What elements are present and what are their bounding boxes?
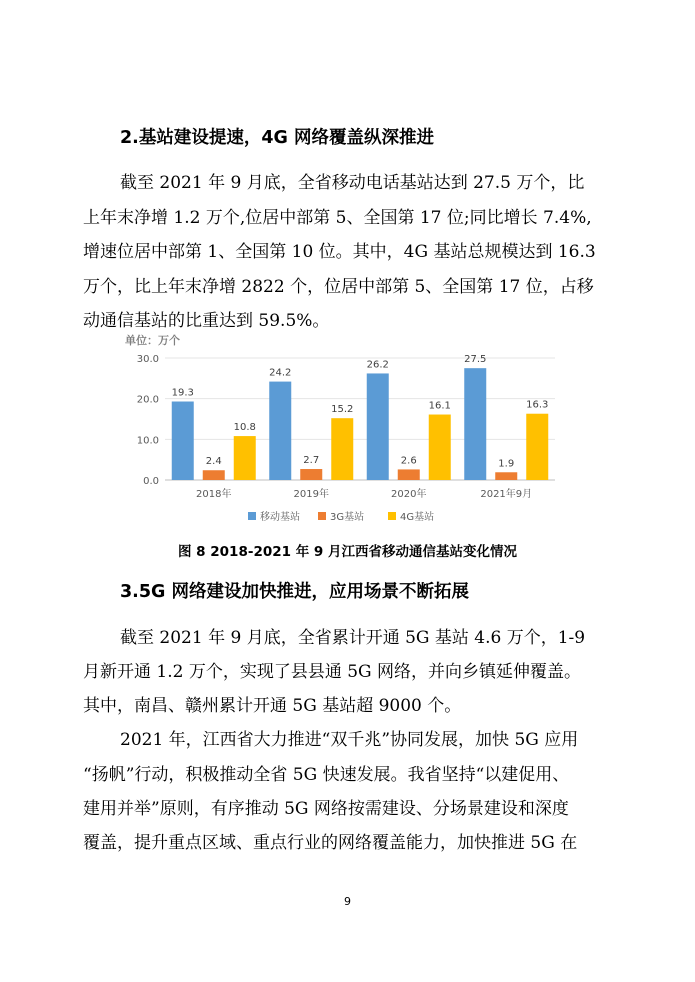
paragraph-line: 建用并举”原则，有序推动 5G 网络按需建设、分场景建设和深度 — [83, 799, 569, 819]
bar — [495, 472, 517, 480]
bar — [269, 382, 291, 480]
data-label: 2.7 — [303, 455, 320, 467]
x-tick-label: 2018年 — [196, 489, 232, 500]
bar — [203, 470, 225, 480]
x-tick-label: 2020年 — [391, 489, 427, 500]
data-label: 16.3 — [526, 399, 549, 411]
data-label: 19.3 — [171, 387, 194, 399]
data-label: 24.2 — [269, 367, 292, 379]
figure-caption: 图 8 2018-2021 年 9 月江西省移动通信基站变化情况 — [177, 544, 518, 560]
paragraph-line: “扬帆”行动，积极推动全省 5G 快速发展。我省坚持“以建促用、 — [83, 765, 570, 785]
y-tick-label: 20.0 — [136, 394, 159, 406]
data-label: 2.4 — [205, 456, 222, 468]
bar — [398, 469, 420, 480]
x-tick-label: 2019年 — [293, 489, 329, 500]
chart-unit-label: 单位：万个 — [125, 334, 180, 347]
paragraph-line: 月新开通 1.2 万个，实现了县县通 5G 网络，并向乡镇延伸覆盖。 — [83, 662, 582, 682]
bar — [429, 415, 451, 480]
paragraph-line: 其中，南昌、赣州累计开通 5G 基站超 9000 个。 — [83, 696, 462, 716]
paragraph-line: 截至 2021 年 9 月底，全省移动电话基站达到 27.5 万个，比 — [120, 173, 585, 193]
paragraph-line: 覆盖，提升重点区域、重点行业的网络覆盖能力，加快推进 5G 在 — [83, 833, 578, 853]
paragraph-line: 动通信基站的比重达到 59.5%。 — [83, 311, 330, 331]
legend-label: 4G基站 — [400, 512, 435, 523]
bar — [367, 373, 389, 480]
data-label: 10.8 — [233, 422, 256, 434]
bar — [464, 368, 486, 480]
data-label: 15.2 — [331, 404, 354, 416]
data-label: 1.9 — [498, 458, 515, 470]
bar — [172, 402, 194, 480]
data-label: 27.5 — [464, 354, 487, 366]
y-tick-label: 0.0 — [143, 476, 159, 487]
legend-swatch — [388, 512, 396, 520]
bar — [234, 436, 256, 480]
section-3-heading: 3.5G 网络建设加快推进，应用场景不断拓展 — [120, 582, 469, 602]
data-label: 2.6 — [400, 455, 417, 467]
y-tick-label: 30.0 — [136, 354, 159, 365]
page-number: 9 — [344, 895, 351, 908]
y-tick-label: 10.0 — [136, 435, 159, 447]
paragraph-line: 截至 2021 年 9 月底，全省累计开通 5G 基站 4.6 万个，1-9 — [120, 628, 586, 648]
paragraph-line: 增速位居中部第 1、全国第 10 位。其中，4G 基站总规模达到 16.3 — [83, 242, 596, 262]
base-station-bar-chart — [120, 330, 570, 530]
data-label: 16.1 — [428, 400, 451, 412]
legend-swatch — [318, 512, 326, 520]
bar — [300, 469, 322, 480]
section-2-heading: 2.基站建设提速，4G 网络覆盖纵深推进 — [120, 128, 434, 148]
paragraph-line: 2021 年，江西省大力推进“双千兆”协同发展，加快 5G 应用 — [120, 730, 579, 750]
data-label: 26.2 — [366, 359, 389, 371]
legend-label: 3G基站 — [330, 512, 365, 523]
legend-swatch — [248, 512, 256, 520]
paragraph-line: 万个，比上年末净增 2822 个，位居中部第 5、全国第 17 位，占移 — [83, 277, 594, 297]
paragraph-line: 上年末净增 1.2 万个,位居中部第 5、全国第 17 位;同比增长 7.4%, — [83, 208, 592, 228]
x-tick-label: 2021年9月 — [480, 489, 533, 500]
bar — [331, 418, 353, 480]
bar — [526, 414, 548, 480]
legend-label: 移动基站 — [260, 512, 300, 523]
